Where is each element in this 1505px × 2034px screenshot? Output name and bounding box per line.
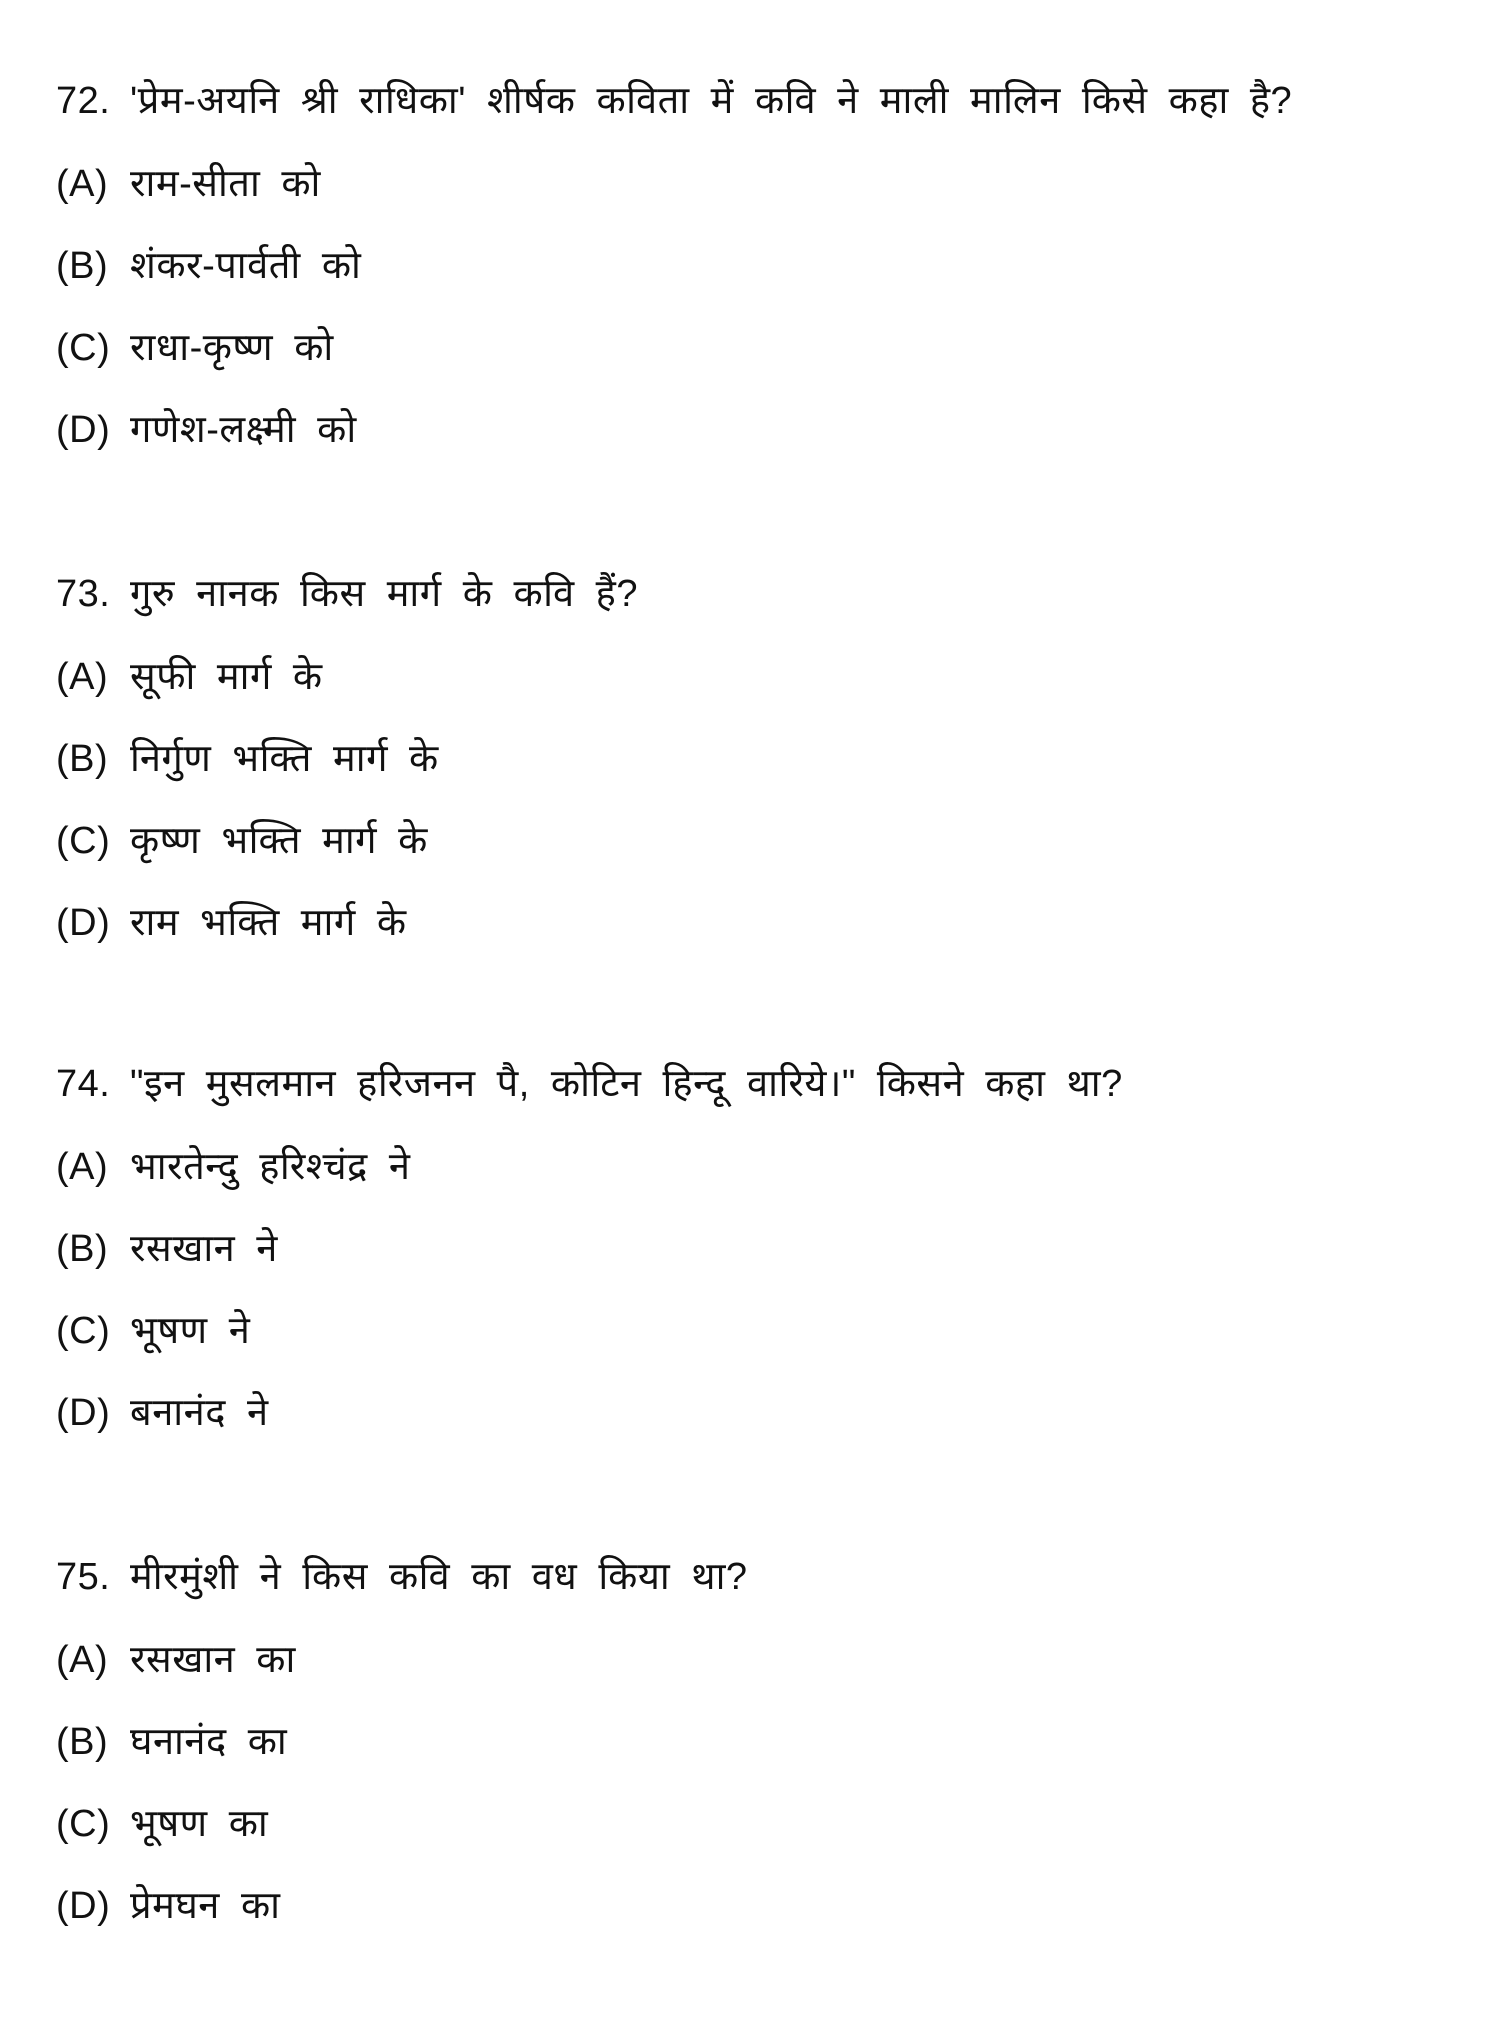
option-d[interactable]	[56, 893, 407, 953]
option-text: सूफी मार्ग के	[130, 656, 323, 698]
question-text: मीरमुंशी ने किस कवि का वध किया था?	[130, 1556, 748, 1598]
option-b[interactable]	[56, 1219, 278, 1279]
option-label: (B)	[56, 1228, 109, 1270]
option-text: भूषण ने	[130, 1310, 251, 1352]
option-b[interactable]	[56, 729, 439, 789]
option-label: (B)	[56, 738, 109, 780]
question-number: 72.	[56, 80, 111, 122]
question-text: "इन मुसलमान हरिजनन पै, कोटिन हिन्दू वारिये।" किसने कहा था?	[130, 1063, 1123, 1105]
option-label: (C)	[56, 1310, 111, 1352]
option-a[interactable]	[56, 647, 323, 707]
option-c[interactable]	[56, 318, 334, 378]
option-text: भूषण का	[130, 1803, 269, 1845]
option-label: (A)	[56, 163, 109, 205]
option-text: प्रेमघन का	[130, 1885, 281, 1927]
option-label: (D)	[56, 1392, 111, 1434]
option-text: गणेश-लक्ष्मी को	[130, 409, 357, 451]
option-b[interactable]	[56, 236, 361, 296]
option-label: (B)	[56, 245, 109, 287]
question-text: 'प्रेम-अयनि श्री राधिका' शीर्षक कविता में कवि ने माली मालिन किसे कहा है?	[130, 80, 1293, 122]
option-text: राधा-कृष्ण को	[130, 327, 334, 369]
question-text: गुरु नानक किस मार्ग के कवि हैं?	[130, 573, 638, 615]
option-text: राम-सीता को	[130, 163, 321, 205]
question-number: 74.	[56, 1063, 111, 1105]
option-a[interactable]	[56, 1630, 296, 1690]
option-label: (B)	[56, 1721, 109, 1763]
option-b[interactable]	[56, 1712, 287, 1772]
option-label: (C)	[56, 820, 111, 862]
option-a[interactable]	[56, 1137, 410, 1197]
option-c[interactable]	[56, 811, 428, 871]
option-label: (A)	[56, 1639, 109, 1681]
option-text: रसखान ने	[130, 1228, 278, 1270]
question-stem	[56, 564, 638, 624]
option-text: भारतेन्दु हरिश्चंद्र ने	[130, 1146, 411, 1188]
option-text: कृष्ण भक्ति मार्ग के	[130, 820, 428, 862]
option-text: घनानंद का	[130, 1721, 288, 1763]
question-number: 73.	[56, 573, 111, 615]
option-label: (D)	[56, 902, 111, 944]
option-text: शंकर-पार्वती को	[130, 245, 362, 287]
option-label: (A)	[56, 1146, 109, 1188]
option-label: (D)	[56, 409, 111, 451]
option-text: बनानंद ने	[130, 1392, 269, 1434]
option-d[interactable]	[56, 1876, 280, 1936]
option-label: (C)	[56, 1803, 111, 1845]
question-stem	[56, 1054, 1123, 1114]
option-d[interactable]	[56, 1383, 269, 1443]
option-label: (A)	[56, 656, 109, 698]
option-text: रसखान का	[130, 1639, 296, 1681]
option-text: निर्गुण भक्ति मार्ग के	[130, 738, 439, 780]
option-c[interactable]	[56, 1794, 268, 1854]
question-stem	[56, 1547, 748, 1607]
question-stem	[56, 71, 1292, 131]
option-a[interactable]	[56, 154, 321, 214]
option-d[interactable]	[56, 400, 357, 460]
option-label: (C)	[56, 327, 111, 369]
option-c[interactable]	[56, 1301, 250, 1361]
option-label: (D)	[56, 1885, 111, 1927]
question-number: 75.	[56, 1556, 111, 1598]
option-text: राम भक्ति मार्ग के	[130, 902, 407, 944]
